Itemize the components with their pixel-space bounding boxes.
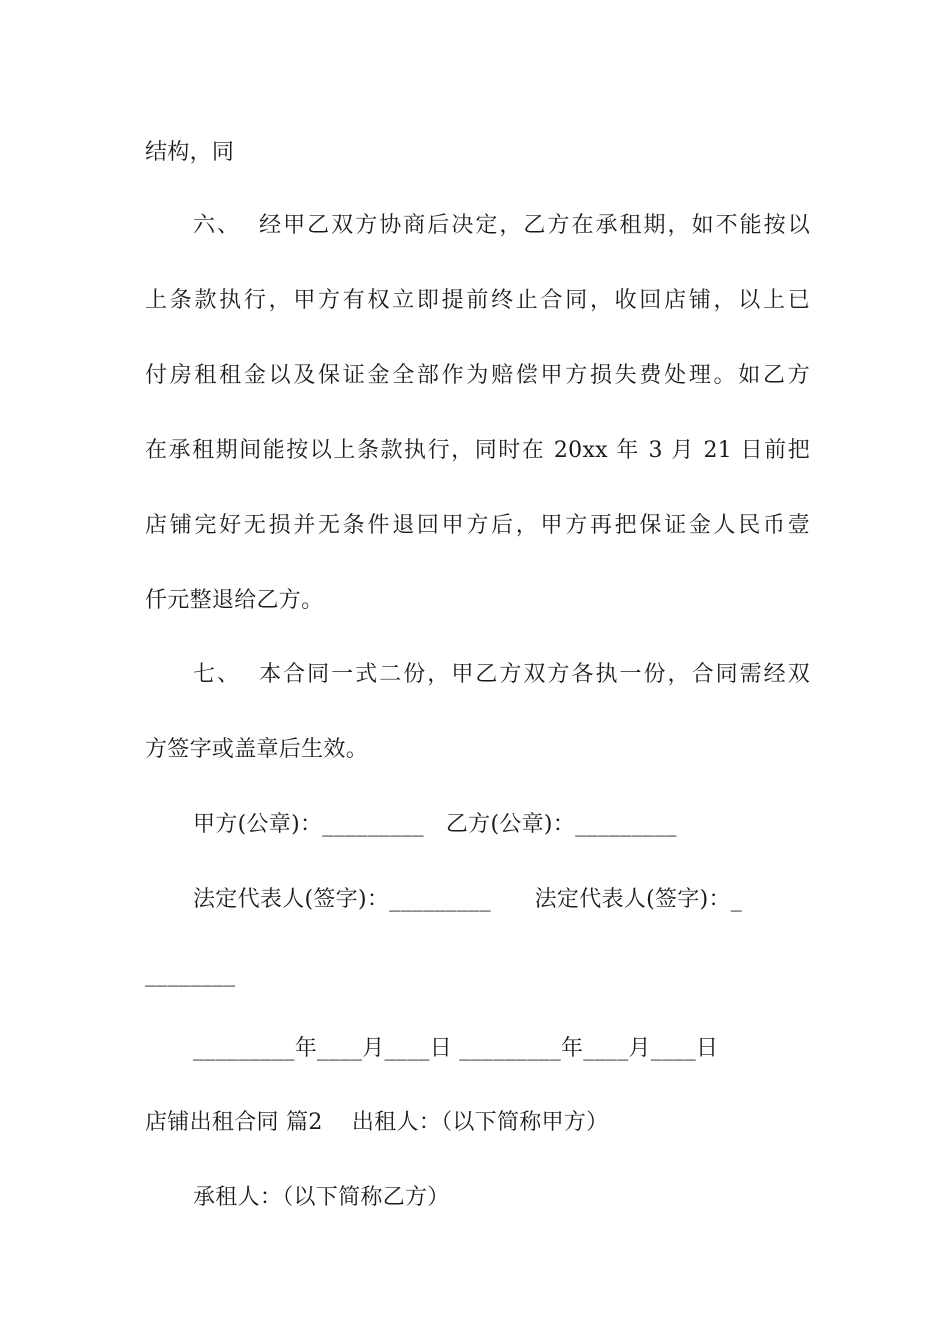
clause-seven-line-1: 七、 本合同一式二份，甲乙方双方各执一份，合同需经双 [193, 662, 810, 687]
date-line: _________年____月____日 _________年____月____日 [193, 1036, 719, 1061]
text-line-structure: 结构，同 [145, 140, 235, 165]
seal-line: 甲方(公章)：_________ 乙方(公章)：_________ [193, 812, 677, 837]
clause-six-line-4: 在承租期间能按以上条款执行，同时在 20xx 年 3 月 21 日前把 [145, 438, 810, 463]
clause-six-line-5: 店铺完好无损并无条件退回甲方后，甲方再把保证金人民币壹 [145, 513, 810, 538]
signature-blank-continuation: ________ [145, 962, 236, 987]
clause-six-line-6: 仟元整退给乙方。 [145, 588, 324, 613]
legal-representative-line: 法定代表人(签字)：_________ 法定代表人(签字)：_ [193, 887, 743, 912]
clause-six-line-3: 付房租租金以及保证金全部作为赔偿甲方损失费处理。如乙方 [145, 363, 810, 388]
lessee-line: 承租人：（以下简称乙方） [193, 1185, 450, 1210]
contract-2-heading-line: 店铺出租合同 篇2 出租人：（以下简称甲方） [145, 1110, 609, 1135]
clause-six-line-2: 上条款执行，甲方有权立即提前终止合同，收回店铺，以上已 [145, 288, 810, 313]
clause-six-line-1: 六、 经甲乙双方协商后决定，乙方在承租期，如不能按以 [193, 213, 810, 238]
clause-seven-line-2: 方签字或盖章后生效。 [145, 737, 369, 762]
